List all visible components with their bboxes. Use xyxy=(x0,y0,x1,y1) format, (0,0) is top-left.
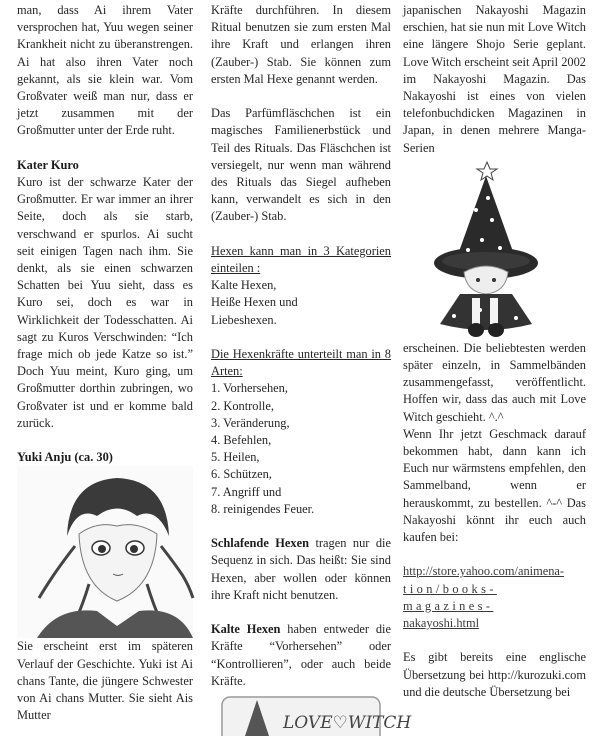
heading-yuki-anju: Yuki Anju (ca. 30) xyxy=(17,450,113,465)
power-item: 6. Schützen, xyxy=(211,467,272,482)
category-item: Heiße Hexen und xyxy=(211,295,298,310)
power-item: 7. Angriff und xyxy=(211,484,282,499)
heading-powers: Die Hexenkräfte unterteilt man in 8 Arten: xyxy=(211,347,391,379)
paragraph-love-witch-intro: japanischen Nakayoshi Magazin erschien, hat sie nun mit Love Witch eine längere Shojo Serie geplant. Love Witch erscheint seit April 2002 im Nakayoshi Magazin. Das Nakayoshi ist eines von vielen telefonbuchdicken Magazinen in Japan, in denen mehrere Manga-Serien xyxy=(403,3,586,155)
power-item: 8. reinigendes Feuer. xyxy=(211,501,315,516)
category-item: Kalte Hexen, xyxy=(211,278,277,293)
column-3 xyxy=(403,2,586,701)
yuki-portrait-image xyxy=(17,466,193,638)
power-item: 2. Kontrolle, xyxy=(211,398,274,413)
love-witch-logo-text: LOVE♡WITCH xyxy=(283,713,412,734)
term-cold-witches: Kalte Hexen xyxy=(211,622,281,637)
paragraph-kuro: Kuro ist der schwarze Kater der Großmutter. Er war immer an ihrer Seite, doch als sie starb, verschwand er spurlos. Ai sucht seit einigen Tagen nach ihm. Sie denkt, als sie einen schwarzen Schatten bei Yuu sieht, dass es Kuro sei, doch es war in Wirklichkeit der Todesschatten. Ai sagt zu Kuros Verschwinden: “Ich frage mich ob jede Katze so ist.” Doch Yuu meint, Kuro ging, um Großmutter dorthin zubringen, wo Großvater ist und er komme bald zurück. xyxy=(17,175,193,430)
store-link[interactable]: nakayoshi.html xyxy=(403,616,480,631)
sleeping-witches-text: tragen nur die Sequenz in sich. Das heißt: Sie sind Hexen, aber wollen oder können ihre Kraft nicht benutzen. xyxy=(211,536,391,602)
store-link[interactable]: tion/books-magazines- xyxy=(403,581,497,613)
love-witch-logo-image xyxy=(221,696,412,736)
store-link[interactable]: http://store.yahoo.com/animena- xyxy=(403,564,565,579)
power-item: 3. Veränderung, xyxy=(211,415,290,430)
paragraph-cold-witches xyxy=(211,621,391,690)
column-1 xyxy=(17,2,193,724)
term-sleeping-witches: Schlafende Hexen xyxy=(211,536,310,551)
paragraph-translations: Es gibt bereits eine englische Übersetzung bei http://kurozuki.com und die deutsche Übersetzung bei xyxy=(403,650,586,699)
paragraph-collected-volumes: erscheinen. Die beliebtesten werden später einzeln, in Sammelbänden zusammengefasst, veröffentlicht. Hoffen wir, dass das auch mit Love Witch geschieht. ^.^ xyxy=(403,340,586,424)
power-item: 4. Befehlen, xyxy=(211,433,272,448)
witch-character-image xyxy=(420,160,570,340)
heading-categories: Hexen kann man in 3 Kategorien einteilen : xyxy=(211,243,391,276)
paragraph-ritual: Kräfte durchführen. In diesem Ritual benutzen sie zum ersten Mal ihre Kraft und erlangen ihren (Zauber-) Stab. Sie können zum ersten Mal Hexe genannt werden. xyxy=(211,3,391,86)
paragraph-perfume-bottle: Das Parfümfläschchen ist ein magisches Familienerbstück und Teil des Rituals. Das Fläschchen ist versiegelt, nur wenn man während des Rituals das Siegel aufheben kann, verwandelt es sich in den (Zauber-) Stab. xyxy=(211,106,391,224)
heading-kater-kuro: Kater Kuro xyxy=(17,157,79,172)
category-item: Liebeshexen. xyxy=(211,312,277,327)
paragraph-father: man, dass Ai ihrem Vater versprochen hat, Yuu wegen seiner Krankheit nicht zu überanstrengen. Ai hat also ihren Vater noch gekannt, als sie klein war. Vom Großvater weiß man nur, dass er jetzt zusammen mit der Großmutter unter der Erde ruht. xyxy=(17,3,193,138)
paragraph-yuki: Sie erscheint erst im späteren Verlauf der Geschichte. Yuki ist Ai chans Tante, die jüngere Schwester von Ai chans Mutter. Sie sieht Ais Mutter xyxy=(17,639,193,723)
power-item: 5. Heilen, xyxy=(211,450,260,465)
cold-witches-text: haben entweder die Kräfte “Vorhersehen” oder “Kontrollieren”, oder auch beide Kräfte. xyxy=(211,622,391,688)
paragraph-recommendation: Wenn Ihr jetzt Geschmack darauf bekommen habt, dann kann ich Euch nur wärmstens empfehlen, den Sammelband, wenn er herauskommt, zu bestellen. ^-^ Das Nakayoshi könnt ihr euch auch kaufen bei: xyxy=(403,426,586,545)
power-item: 1. Vorhersehen, xyxy=(211,381,288,396)
paragraph-sleeping-witches xyxy=(211,535,391,604)
column-2 xyxy=(211,2,412,736)
